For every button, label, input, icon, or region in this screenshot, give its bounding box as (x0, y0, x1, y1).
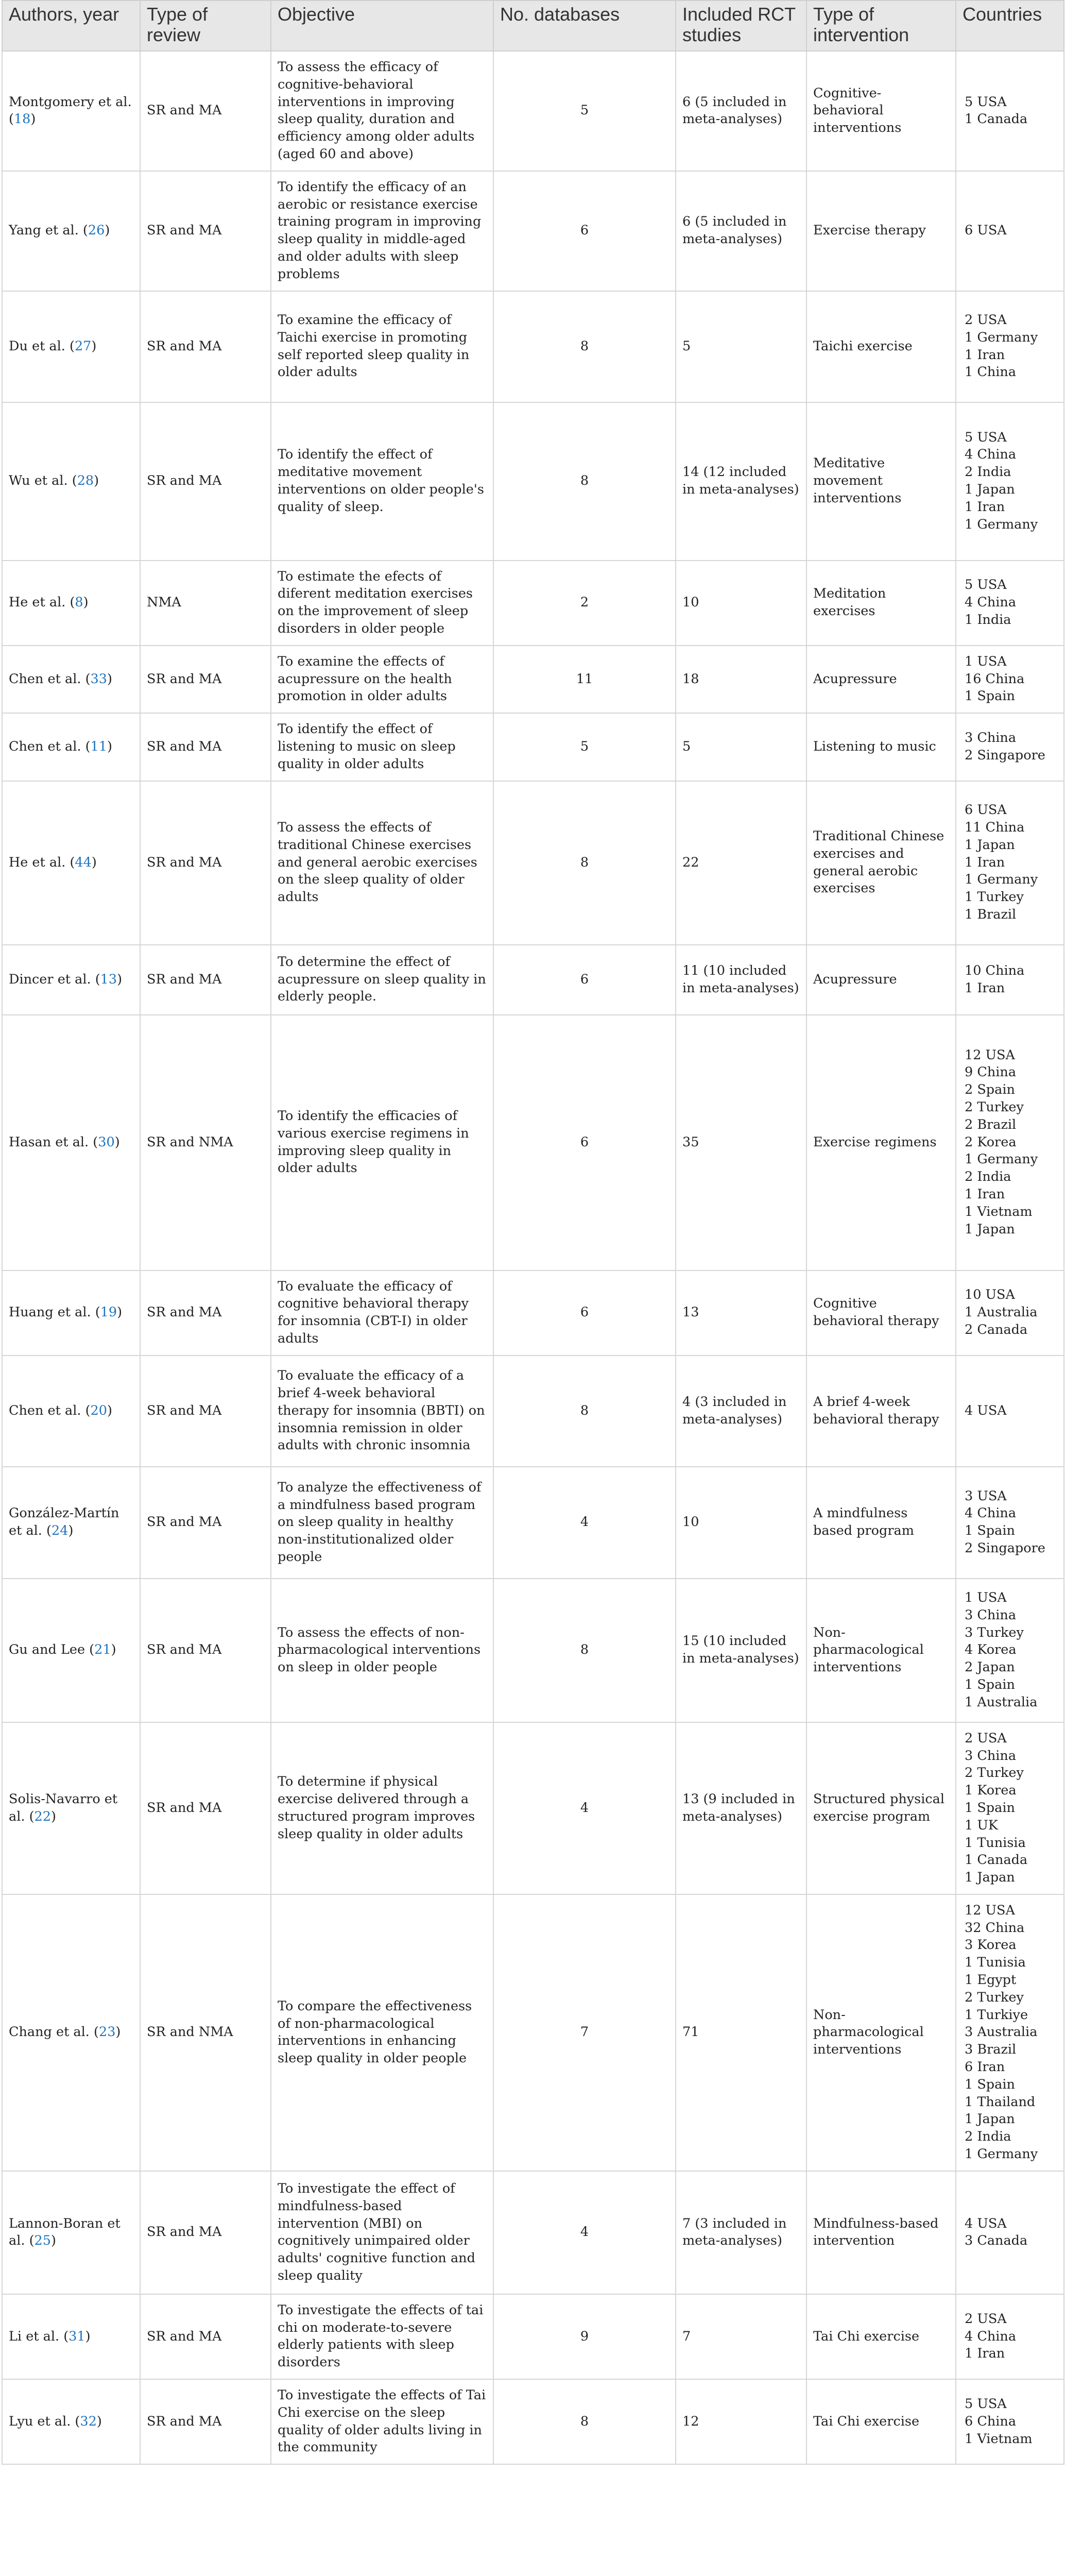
country-entry: 4 China (965, 447, 1017, 463)
included-cell: 10 (676, 561, 806, 646)
objective-cell: To assess the effects of traditional Chinese exercises and general aerobic exercises on the sleep quality of older adults (271, 781, 493, 945)
intervention-cell: Tai Chi exercise (806, 2294, 956, 2379)
reference-link[interactable]: 28 (77, 473, 94, 489)
included-cell: 7 (3 included in meta-analyses) (676, 2171, 806, 2294)
table-row (2, 1579, 1064, 1722)
included-cell: 35 (676, 1015, 806, 1270)
databases-cell: 8 (493, 291, 676, 402)
country-entry: 1 Vietnam (965, 1204, 1033, 1219)
intervention-cell: Cognitive-behavioral interventions (806, 51, 956, 171)
review-type-cell: SR and MA (140, 1467, 271, 1579)
review-type-cell: SR and MA (140, 713, 271, 781)
intervention-cell: Exercise therapy (806, 171, 956, 291)
author-cell: Solis-Navarro et al. (22) (2, 1722, 140, 1894)
review-type-cell: SR and MA (140, 1355, 271, 1467)
country-entry: 2 India (965, 464, 1011, 480)
header-objective: Objective (271, 1, 493, 51)
country-entry: 2 Turkey (965, 1099, 1024, 1115)
country-entry: 1 Germany (965, 1151, 1038, 1167)
countries-cell (956, 1467, 1064, 1579)
country-entry: 2 Turkey (965, 1989, 1024, 2005)
countries-cell (956, 2294, 1064, 2379)
objective-cell: To investigate the effects of Tai Chi exercise on the sleep quality of older adults living in the community (271, 2379, 493, 2464)
table-row (2, 291, 1064, 402)
databases-cell: 8 (493, 1355, 676, 1467)
databases-cell: 6 (493, 171, 676, 291)
author-name: Montgomery et al. (9, 94, 132, 110)
included-cell: 7 (676, 2294, 806, 2379)
countries-cell (956, 646, 1064, 713)
included-cell: 71 (676, 1894, 806, 2171)
author-cell: Gu and Lee (21) (2, 1579, 140, 1722)
countries-cell (956, 1579, 1064, 1722)
country-entry: 1 Spain (965, 2076, 1015, 2092)
header-row (2, 1, 1064, 51)
databases-cell: 8 (493, 781, 676, 945)
included-cell: 13 (676, 1270, 806, 1355)
databases-cell: 7 (493, 1894, 676, 2171)
country-entry: 10 USA (965, 1287, 1015, 1303)
databases-cell: 5 (493, 51, 676, 171)
country-entry: 1 USA (965, 1589, 1007, 1605)
intervention-cell: Traditional Chinese exercises and general aerobic exercises (806, 781, 956, 945)
author-name: Dincer et al. (9, 971, 91, 987)
author-cell: Hasan et al. (30) (2, 1015, 140, 1270)
table-row (2, 402, 1064, 561)
author-name: Chen et al. (9, 671, 81, 687)
country-entry: 6 China (965, 2413, 1017, 2429)
country-entry: 1 Canada (965, 111, 1028, 127)
author-name: Du et al. (9, 338, 65, 354)
author-cell: Lyu et al. (32) (2, 2379, 140, 2464)
author-cell: He et al. (8) (2, 561, 140, 646)
databases-cell: 6 (493, 1270, 676, 1355)
author-cell: Chang et al. (23) (2, 1894, 140, 2171)
country-entry: 3 Australia (965, 2024, 1038, 2040)
countries-cell (956, 945, 1064, 1015)
table-row (2, 945, 1064, 1015)
country-entry: 1 Japan (965, 2111, 1015, 2127)
databases-cell: 9 (493, 2294, 676, 2379)
country-entry: 1 Germany (965, 872, 1038, 888)
countries-cell (956, 561, 1064, 646)
table-body (2, 51, 1064, 2464)
countries-cell (956, 2379, 1064, 2464)
objective-cell: To assess the effects of non-pharmacological interventions on sleep in older people (271, 1579, 493, 1722)
reference-link[interactable]: 20 (90, 1402, 107, 1418)
countries-cell (956, 1722, 1064, 1894)
intervention-cell: Exercise regimens (806, 1015, 956, 1270)
country-entry: 12 USA (965, 1902, 1015, 1918)
country-entry: 1 Australia (965, 1694, 1038, 1710)
review-type-cell: SR and MA (140, 646, 271, 713)
country-entry: 1 Iran (965, 1187, 1005, 1202)
header-countries: Countries (956, 1, 1064, 51)
author-cell: González-Martín et al. (24) (2, 1467, 140, 1579)
country-entry: 1 Germany (965, 329, 1038, 345)
reference-link[interactable]: 18 (13, 111, 31, 127)
country-entry: 4 China (965, 1505, 1017, 1521)
objective-cell: To identify the efficacies of various exercise regimens in improving sleep quality in older adults (271, 1015, 493, 1270)
objective-cell: To estimate the efects of diferent meditation exercises on the improvement of sleep disorders in older people (271, 561, 493, 646)
author-name: Chen et al. (9, 1402, 81, 1418)
intervention-cell: Meditative movement interventions (806, 402, 956, 561)
countries-cell (956, 1355, 1064, 1467)
country-entry: 3 Brazil (965, 2042, 1017, 2058)
author-cell: Li et al. (31) (2, 2294, 140, 2379)
country-entry: 2 Singapore (965, 1540, 1045, 1556)
objective-cell: To compare the effectiveness of non-pharmacological interventions in enhancing sleep quality in older people (271, 1894, 493, 2171)
country-entry: 1 Spain (965, 688, 1015, 704)
reference-link[interactable]: 13 (100, 971, 117, 987)
databases-cell: 6 (493, 1015, 676, 1270)
country-entry: 12 USA (965, 1047, 1015, 1063)
databases-cell: 6 (493, 945, 676, 1015)
intervention-cell: Non-pharmacological interventions (806, 1579, 956, 1722)
included-cell: 13 (9 included in meta-analyses) (676, 1722, 806, 1894)
table-row (2, 1015, 1064, 1270)
country-entry: 1 Japan (965, 837, 1015, 853)
country-entry: 2 Japan (965, 1659, 1015, 1675)
reference-link[interactable]: 21 (94, 1642, 111, 1658)
country-entry: 2 USA (965, 1730, 1007, 1746)
objective-cell: To determine if physical exercise delivered through a structured program improves sleep quality in older adults (271, 1722, 493, 1894)
author-cell: Lannon-Boran et al. (25) (2, 2171, 140, 2294)
reference-link[interactable]: 23 (98, 2024, 116, 2040)
table-row (2, 2294, 1064, 2379)
country-entry: 1 Spain (965, 1800, 1015, 1816)
reference-link[interactable]: 11 (90, 738, 107, 754)
header-included-rct: Included RCT studies (676, 1, 806, 51)
intervention-cell: A mindfulness based program (806, 1467, 956, 1579)
author-cell: Wu et al. (28) (2, 402, 140, 561)
country-entry: 1 Australia (965, 1304, 1038, 1320)
databases-cell: 4 (493, 1722, 676, 1894)
country-entry: 1 UK (965, 1817, 998, 1833)
countries-cell (956, 2171, 1064, 2294)
review-type-cell: SR and MA (140, 1722, 271, 1894)
author-cell: Yang et al. (26) (2, 171, 140, 291)
country-entry: 6 Iran (965, 2059, 1005, 2075)
intervention-cell: Mindfulness-based intervention (806, 2171, 956, 2294)
country-entry: 3 USA (965, 1488, 1007, 1504)
reference-link[interactable]: 33 (90, 671, 107, 687)
included-cell: 15 (10 included in meta-analyses) (676, 1579, 806, 1722)
review-type-cell: SR and NMA (140, 1894, 271, 2171)
review-type-cell: SR and MA (140, 51, 271, 171)
included-cell: 6 (5 included in meta-analyses) (676, 51, 806, 171)
country-entry: 1 Iran (965, 980, 1005, 996)
country-entry: 1 Iran (965, 854, 1005, 870)
author-cell: Chen et al. (11) (2, 713, 140, 781)
objective-cell: To examine the efficacy of Taichi exercise in promoting self reported sleep quality in older adults (271, 291, 493, 402)
country-entry: 1 Japan (965, 1870, 1015, 1886)
databases-cell: 5 (493, 713, 676, 781)
reference-link[interactable]: 25 (34, 2233, 51, 2249)
country-entry: 4 China (965, 2328, 1017, 2344)
countries-cell (956, 1270, 1064, 1355)
country-entry: 4 China (965, 595, 1017, 611)
objective-cell: To examine the effects of acupressure on the health promotion in older adults (271, 646, 493, 713)
country-entry: 1 Japan (965, 1221, 1015, 1237)
country-entry: 1 Iran (965, 347, 1005, 363)
databases-cell: 11 (493, 646, 676, 713)
review-type-cell: NMA (140, 561, 271, 646)
objective-cell: To identify the effect of listening to music on sleep quality in older adults (271, 713, 493, 781)
author-cell: Montgomery et al. (18) (2, 51, 140, 171)
author-name: Solis-Navarro et al. (9, 1791, 118, 1824)
author-name: Huang et al. (9, 1304, 91, 1320)
reference-link[interactable]: 27 (74, 338, 92, 354)
table-row (2, 781, 1064, 945)
country-entry: 1 Egypt (965, 1972, 1017, 1988)
databases-cell: 8 (493, 2379, 676, 2464)
country-entry: 1 Spain (965, 1676, 1015, 1692)
objective-cell: To investigate the effects of tai chi on moderate-to-severe elderly patients with sleep disorders (271, 2294, 493, 2379)
author-name: González-Martín et al. (9, 1505, 119, 1539)
author-name: Lannon-Boran et al. (9, 2215, 121, 2249)
countries-cell (956, 291, 1064, 402)
review-type-cell: SR and MA (140, 171, 271, 291)
intervention-cell: Acupressure (806, 945, 956, 1015)
included-cell: 10 (676, 1467, 806, 1579)
table-row (2, 1722, 1064, 1894)
reference-link[interactable]: 30 (98, 1134, 115, 1150)
reference-link[interactable]: 31 (68, 2328, 85, 2344)
country-entry: 1 Tunisia (965, 1835, 1026, 1851)
objective-cell: To evaluate the efficacy of cognitive behavioral therapy for insomnia (CBT-I) in older adults (271, 1270, 493, 1355)
included-cell: 18 (676, 646, 806, 713)
author-name: He et al. (9, 854, 66, 870)
country-entry: 9 China (965, 1064, 1017, 1080)
author-name: Chang et al. (9, 2024, 90, 2040)
country-entry: 1 Korea (965, 1783, 1017, 1799)
country-entry: 1 Turkey (965, 889, 1024, 905)
databases-cell: 2 (493, 561, 676, 646)
country-entry: 5 USA (965, 2396, 1007, 2412)
intervention-cell: Cognitive behavioral therapy (806, 1270, 956, 1355)
review-type-cell: SR and MA (140, 945, 271, 1015)
country-entry: 5 USA (965, 94, 1007, 110)
countries-cell (956, 1015, 1064, 1270)
included-cell: 14 (12 included in meta-analyses) (676, 402, 806, 561)
countries-cell (956, 781, 1064, 945)
country-entry: 1 Iran (965, 499, 1005, 515)
databases-cell: 4 (493, 2171, 676, 2294)
country-entry: 1 Germany (965, 2146, 1038, 2162)
databases-cell: 4 (493, 1467, 676, 1579)
country-entry: 4 USA (965, 2215, 1007, 2231)
country-entry: 3 Turkey (965, 1624, 1024, 1640)
country-entry: 2 India (965, 1169, 1011, 1185)
review-type-cell: SR and MA (140, 2171, 271, 2294)
included-cell: 6 (5 included in meta-analyses) (676, 171, 806, 291)
objective-cell: To identify the effect of meditative movement interventions on older people's quality of sleep. (271, 402, 493, 561)
table-row (2, 2171, 1064, 2294)
country-entry: 3 China (965, 730, 1017, 746)
databases-cell: 8 (493, 402, 676, 561)
author-cell: Du et al. (27) (2, 291, 140, 402)
objective-cell: To investigate the effect of mindfulness-based intervention (MBI) on cognitively unimpaired older adults' cognitive function and sleep quality (271, 2171, 493, 2294)
intervention-cell: Meditation exercises (806, 561, 956, 646)
intervention-cell: A brief 4-week behavioral therapy (806, 1355, 956, 1467)
countries-cell (956, 402, 1064, 561)
table-row (2, 1467, 1064, 1579)
table-row (2, 171, 1064, 291)
author-cell: He et al. (44) (2, 781, 140, 945)
objective-cell: To assess the efficacy of cognitive-behavioral interventions in improving sleep quality, duration and efficiency among older adults (aged 60 and above) (271, 51, 493, 171)
country-entry: 11 China (965, 820, 1025, 836)
table-row (2, 2379, 1064, 2464)
included-cell: 5 (676, 713, 806, 781)
table-row (2, 561, 1064, 646)
included-cell: 5 (676, 291, 806, 402)
intervention-cell: Tai Chi exercise (806, 2379, 956, 2464)
author-name: Wu et al. (9, 473, 68, 489)
country-entry: 5 USA (965, 577, 1007, 593)
country-entry: 32 China (965, 1920, 1025, 1936)
review-type-cell: SR and MA (140, 1579, 271, 1722)
objective-cell: To analyze the effectiveness of a mindfulness based program on sleep quality in healthy non-institutionalized older people (271, 1467, 493, 1579)
country-entry: 2 Brazil (965, 1116, 1017, 1132)
intervention-cell: Taichi exercise (806, 291, 956, 402)
author-cell: Huang et al. (19) (2, 1270, 140, 1355)
country-entry: 1 Iran (965, 2346, 1005, 2362)
author-name: Hasan et al. (9, 1134, 89, 1150)
country-entry: 1 Brazil (965, 907, 1017, 923)
country-entry: 10 China (965, 962, 1025, 978)
country-entry: 2 India (965, 2129, 1011, 2145)
countries-cell (956, 713, 1064, 781)
author-name: Chen et al. (9, 738, 81, 754)
header-authors: Authors, year (2, 1, 140, 51)
review-type-cell: SR and MA (140, 2379, 271, 2464)
reference-link[interactable]: 32 (80, 2413, 97, 2429)
country-entry: 1 Canada (965, 1852, 1028, 1868)
review-type-cell: SR and MA (140, 1270, 271, 1355)
header-intervention: Type of intervention (806, 1, 956, 51)
review-type-cell: SR and MA (140, 781, 271, 945)
country-entry: 1 USA (965, 653, 1007, 669)
review-table (2, 0, 1064, 2465)
reference-link[interactable]: 24 (51, 1523, 68, 1539)
table-row (2, 1270, 1064, 1355)
country-entry: 2 Korea (965, 1134, 1017, 1150)
country-entry: 1 Japan (965, 482, 1015, 498)
header-review-type: Type of review (140, 1, 271, 51)
table-row (2, 1355, 1064, 1467)
reference-link[interactable]: 26 (88, 223, 105, 239)
databases-cell: 8 (493, 1579, 676, 1722)
intervention-cell: Acupressure (806, 646, 956, 713)
countries-cell (956, 171, 1064, 291)
country-entry: 1 Vietnam (965, 2431, 1033, 2447)
country-entry: 2 USA (965, 2311, 1007, 2327)
country-entry: 1 Spain (965, 1523, 1015, 1539)
review-type-cell: SR and MA (140, 402, 271, 561)
table-row (2, 713, 1064, 781)
intervention-cell: Non-pharmacological interventions (806, 1894, 956, 2171)
objective-cell: To determine the effect of acupressure on sleep quality in elderly people. (271, 945, 493, 1015)
reference-link[interactable]: 19 (100, 1304, 117, 1320)
country-entry: 1 Tunisia (965, 1955, 1026, 1971)
countries-cell (956, 51, 1064, 171)
country-entry: 3 China (965, 1748, 1017, 1764)
review-type-cell: SR and NMA (140, 1015, 271, 1270)
countries-cell (956, 1894, 1064, 2171)
country-entry: 2 Spain (965, 1082, 1015, 1098)
country-entry: 1 Turkiye (965, 2007, 1028, 2023)
country-entry: 3 China (965, 1607, 1017, 1623)
table-row (2, 51, 1064, 171)
review-type-cell: SR and MA (140, 2294, 271, 2379)
country-entry: 3 Canada (965, 2233, 1028, 2249)
author-cell: Chen et al. (20) (2, 1355, 140, 1467)
author-cell: Chen et al. (33) (2, 646, 140, 713)
country-entry: 2 Singapore (965, 747, 1045, 763)
author-name: Gu and Lee (9, 1642, 85, 1658)
intervention-cell: Structured physical exercise program (806, 1722, 956, 1894)
review-type-cell: SR and MA (140, 291, 271, 402)
country-entry: 1 China (965, 364, 1017, 380)
intervention-cell: Listening to music (806, 713, 956, 781)
table-row (2, 1894, 1064, 2171)
reference-link[interactable]: 8 (75, 595, 83, 611)
author-name: Lyu et al. (9, 2413, 71, 2429)
author-cell: Dincer et al. (13) (2, 945, 140, 1015)
country-entry: 2 Canada (965, 1322, 1028, 1338)
included-cell: 11 (10 included in meta-analyses) (676, 945, 806, 1015)
reference-link[interactable]: 44 (75, 854, 92, 870)
author-name: He et al. (9, 595, 66, 611)
included-cell: 22 (676, 781, 806, 945)
country-entry: 4 USA (965, 1402, 1007, 1418)
table-row (2, 646, 1064, 713)
country-entry: 6 USA (965, 223, 1007, 239)
country-entry: 1 India (965, 612, 1011, 628)
country-entry: 2 Turkey (965, 1765, 1024, 1781)
country-entry: 4 Korea (965, 1642, 1017, 1658)
objective-cell: To identify the efficacy of an aerobic or resistance exercise training program in improving sleep quality in middle-aged and older adults with sleep problems (271, 171, 493, 291)
author-name: Li et al. (9, 2328, 60, 2344)
included-cell: 12 (676, 2379, 806, 2464)
table-header (2, 1, 1064, 51)
header-databases: No. databases (493, 1, 676, 51)
country-entry: 16 China (965, 671, 1025, 687)
country-entry: 5 USA (965, 429, 1007, 445)
reference-link[interactable]: 22 (34, 1808, 51, 1824)
objective-cell: To evaluate the efficacy of a brief 4-week behavioral therapy for insomnia (BBTI) on insomnia remission in older adults with chronic insomnia (271, 1355, 493, 1467)
country-entry: 6 USA (965, 802, 1007, 818)
country-entry: 3 Korea (965, 1937, 1017, 1953)
included-cell: 4 (3 included in meta-analyses) (676, 1355, 806, 1467)
author-name: Yang et al. (9, 223, 79, 239)
country-entry: 1 Thailand (965, 2094, 1036, 2110)
country-entry: 2 USA (965, 312, 1007, 328)
country-entry: 1 Germany (965, 516, 1038, 532)
